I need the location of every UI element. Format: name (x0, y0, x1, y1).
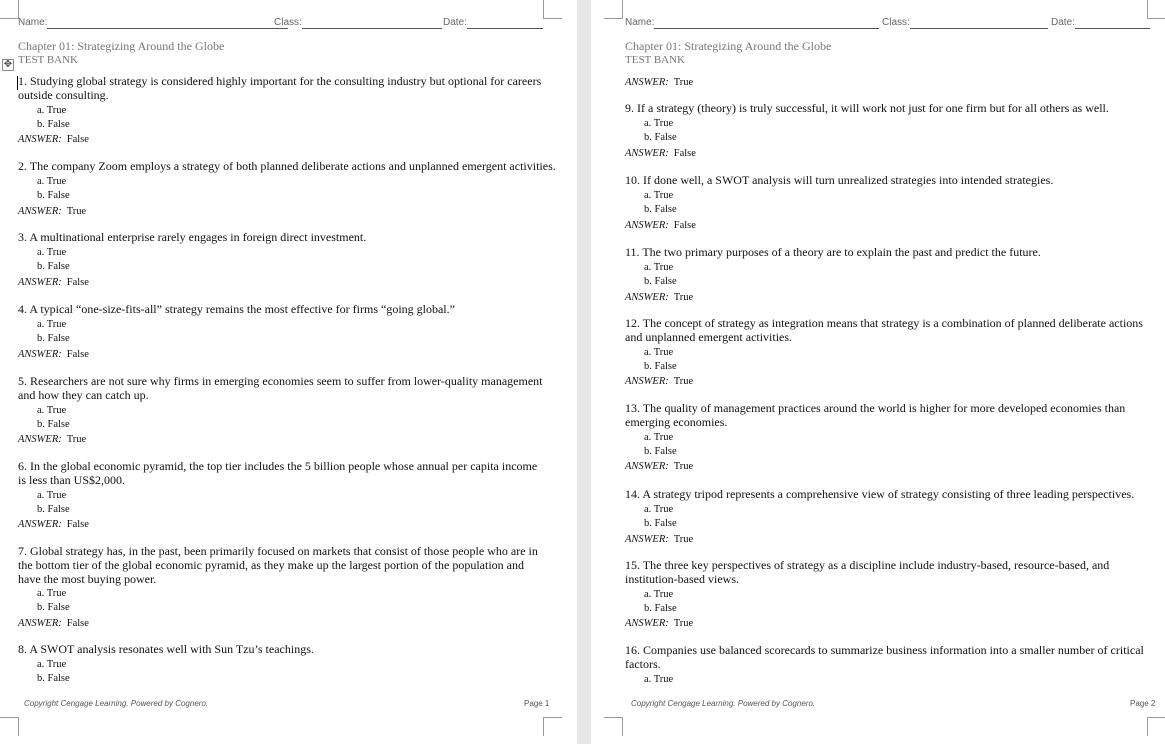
answer-value: False (673, 220, 696, 231)
answer-line (18, 518, 89, 531)
answer-label: ANSWER: (18, 519, 62, 530)
answer-value: False (66, 349, 89, 360)
answer-label: ANSWER: (625, 618, 669, 629)
answer-label: ANSWER: (18, 277, 62, 288)
option-false[interactable]: b. False (644, 204, 677, 215)
option-true[interactable]: a. True (644, 190, 674, 201)
table-move-handle-icon[interactable]: ✥ (3, 59, 13, 70)
answer-line (625, 219, 696, 232)
answer-line (625, 291, 693, 304)
class-label: Class: (274, 17, 302, 28)
question-text[interactable]: 2. The company Zoom employs a strategy of both planned deliberate actions and unplanned emergent activities. (18, 159, 556, 173)
test-bank-label: TEST BANK (18, 54, 78, 66)
answer-label: ANSWER: (625, 461, 669, 472)
answer-value: True (673, 534, 694, 545)
question-text[interactable]: 1. Studying global strategy is considered highly important for the consulting industry but optional for careers outside consulting. (18, 74, 542, 102)
name-label: Name: (625, 17, 655, 28)
option-true[interactable]: a. True (644, 118, 674, 129)
answer-line (625, 617, 693, 630)
option-false[interactable]: b. False (37, 333, 70, 344)
question-text[interactable]: 14. A strategy tripod represents a comprehensive view of strategy consisting of three leading perspectives. (625, 487, 1135, 501)
option-false[interactable]: b. False (644, 603, 677, 614)
crop-mark (0, 717, 19, 736)
answer-line (18, 348, 89, 361)
question-text[interactable]: 13. The quality of management practices around the world is higher for more developed economies than emerging economies. (625, 401, 1126, 429)
answer-value: True (66, 206, 87, 217)
header-fields (625, 17, 1151, 31)
option-true[interactable]: a. True (37, 105, 67, 116)
class-label: Class: (882, 17, 910, 28)
question-text[interactable]: 5. Researchers are not sure why firms in emerging economies seem to suffer from lower-quality management and how they can catch up. (18, 374, 543, 402)
date-label: Date: (443, 17, 467, 28)
option-false[interactable]: b. False (37, 119, 70, 130)
question-text[interactable]: 3. A multinational enterprise rarely engages in foreign direct investment. (18, 230, 367, 244)
answer-line (625, 460, 693, 473)
footer-page-number: Page 2 (1130, 699, 1156, 708)
crop-mark (543, 0, 562, 19)
question-text[interactable]: 11. The two primary purposes of a theory are to explain the past and predict the future. (625, 245, 1041, 259)
option-false[interactable]: b. False (37, 504, 70, 515)
option-true[interactable]: a. True (37, 588, 67, 599)
option-false[interactable]: b. False (37, 419, 70, 430)
name-label: Name: (18, 17, 48, 28)
answer-line (625, 76, 693, 89)
crop-mark (0, 0, 19, 19)
answer-label: ANSWER: (625, 292, 669, 303)
chapter-title: Chapter 01: Strategizing Around the Globe (18, 39, 225, 53)
crop-mark (1147, 717, 1165, 736)
option-true[interactable]: a. True (37, 405, 67, 416)
answer-line (18, 276, 89, 289)
option-true[interactable]: a. True (37, 659, 67, 670)
header-fields (18, 17, 544, 31)
answer-label: ANSWER: (18, 349, 62, 360)
answer-label: ANSWER: (18, 134, 62, 145)
document-page-2[interactable] (591, 0, 1165, 744)
option-false[interactable]: b. False (37, 190, 70, 201)
answer-value: True (66, 434, 87, 445)
crop-mark (604, 717, 623, 736)
answer-value: False (66, 519, 89, 530)
crop-mark (604, 0, 623, 19)
option-false[interactable]: b. False (37, 602, 70, 613)
answer-value: False (66, 277, 89, 288)
question-text[interactable]: 12. The concept of strategy as integration means that strategy is a combination of planned deliberate actions and unplanned emergent activities. (625, 316, 1143, 344)
name-line[interactable] (47, 28, 288, 29)
crop-mark (543, 717, 562, 736)
date-label: Date: (1051, 17, 1075, 28)
answer-line (18, 205, 86, 218)
option-false[interactable]: b. False (644, 518, 677, 529)
date-line[interactable] (1075, 28, 1150, 29)
question-text[interactable]: 4. A typical “one-size-fits-all” strategy remains the most effective for firms “going global.” (18, 302, 455, 316)
answer-line (18, 433, 86, 446)
answer-line (625, 533, 693, 546)
question-text[interactable]: 16. Companies use balanced scorecards to summarize business information into a smaller number of critical factors. (625, 643, 1144, 671)
option-true[interactable]: a. True (644, 262, 674, 273)
answer-value: False (66, 618, 89, 629)
class-line[interactable] (302, 28, 442, 29)
answer-value: True (673, 618, 694, 629)
option-true[interactable]: a. True (644, 674, 674, 685)
answer-label: ANSWER: (625, 376, 669, 387)
option-true[interactable]: a. True (644, 504, 674, 515)
answer-line (18, 617, 89, 630)
answer-line (625, 375, 693, 388)
question-text[interactable]: 10. If done well, a SWOT analysis will turn unrealized strategies into intended strategies. (625, 173, 1054, 187)
answer-line (18, 133, 89, 146)
answer-label: ANSWER: (625, 220, 669, 231)
option-false[interactable]: b. False (644, 276, 677, 287)
answer-label: ANSWER: (625, 148, 669, 159)
document-page-1[interactable] (0, 0, 577, 744)
option-true[interactable]: a. True (644, 432, 674, 443)
option-false[interactable]: b. False (644, 361, 677, 372)
name-line[interactable] (654, 28, 879, 29)
option-true[interactable]: a. True (644, 347, 674, 358)
answer-value: True (673, 461, 694, 472)
question-text[interactable]: 9. If a strategy (theory) is truly successful, it will work not just for one firm but for all others as well. (625, 101, 1109, 115)
question-text[interactable]: 6. In the global economic pyramid, the top tier includes the 5 billion people whose annual per capita income is less than US$2,000. (18, 459, 538, 487)
answer-label: ANSWER: (18, 618, 62, 629)
test-bank-label: TEST BANK (625, 54, 685, 66)
answer-label: ANSWER: (625, 534, 669, 545)
page-gutter (577, 0, 591, 744)
chapter-title: Chapter 01: Strategizing Around the Globe (625, 39, 832, 53)
option-false[interactable]: b. False (37, 673, 70, 684)
answer-label: ANSWER: (18, 434, 62, 445)
option-true[interactable]: a. True (37, 176, 67, 187)
answer-line (625, 147, 696, 160)
option-true[interactable]: a. True (37, 319, 67, 330)
answer-value: True (673, 77, 694, 88)
question-text[interactable]: 7. Global strategy has, in the past, been primarily focused on markets that consist of those people who are in the bottom tier of the global economic pyramid, as they make up the largest portion of the population and have the most buying power. (18, 544, 538, 586)
date-line[interactable] (467, 28, 543, 29)
option-true[interactable]: a. True (37, 247, 67, 258)
option-false[interactable]: b. False (644, 132, 677, 143)
answer-label: ANSWER: (625, 77, 669, 88)
question-text[interactable]: 8. A SWOT analysis resonates well with Sun Tzu’s teachings. (18, 642, 314, 656)
footer-page-number: Page 1 (524, 699, 550, 708)
option-true[interactable]: a. True (37, 490, 67, 501)
footer-copyright: Copyright Cengage Learning. Powered by Cognero. (24, 699, 209, 708)
class-line[interactable] (910, 28, 1048, 29)
option-true[interactable]: a. True (644, 589, 674, 600)
option-false[interactable]: b. False (644, 446, 677, 457)
answer-value: True (673, 292, 694, 303)
answer-value: True (673, 376, 694, 387)
answer-label: ANSWER: (18, 206, 62, 217)
footer-copyright: Copyright Cengage Learning. Powered by Cognero. (631, 699, 816, 708)
option-false[interactable]: b. False (37, 261, 70, 272)
answer-value: False (673, 148, 696, 159)
answer-value: False (66, 134, 89, 145)
question-text[interactable]: 15. The three key perspectives of strategy as a discipline include industry-based, resource-based, and institution-based views. (625, 558, 1110, 586)
